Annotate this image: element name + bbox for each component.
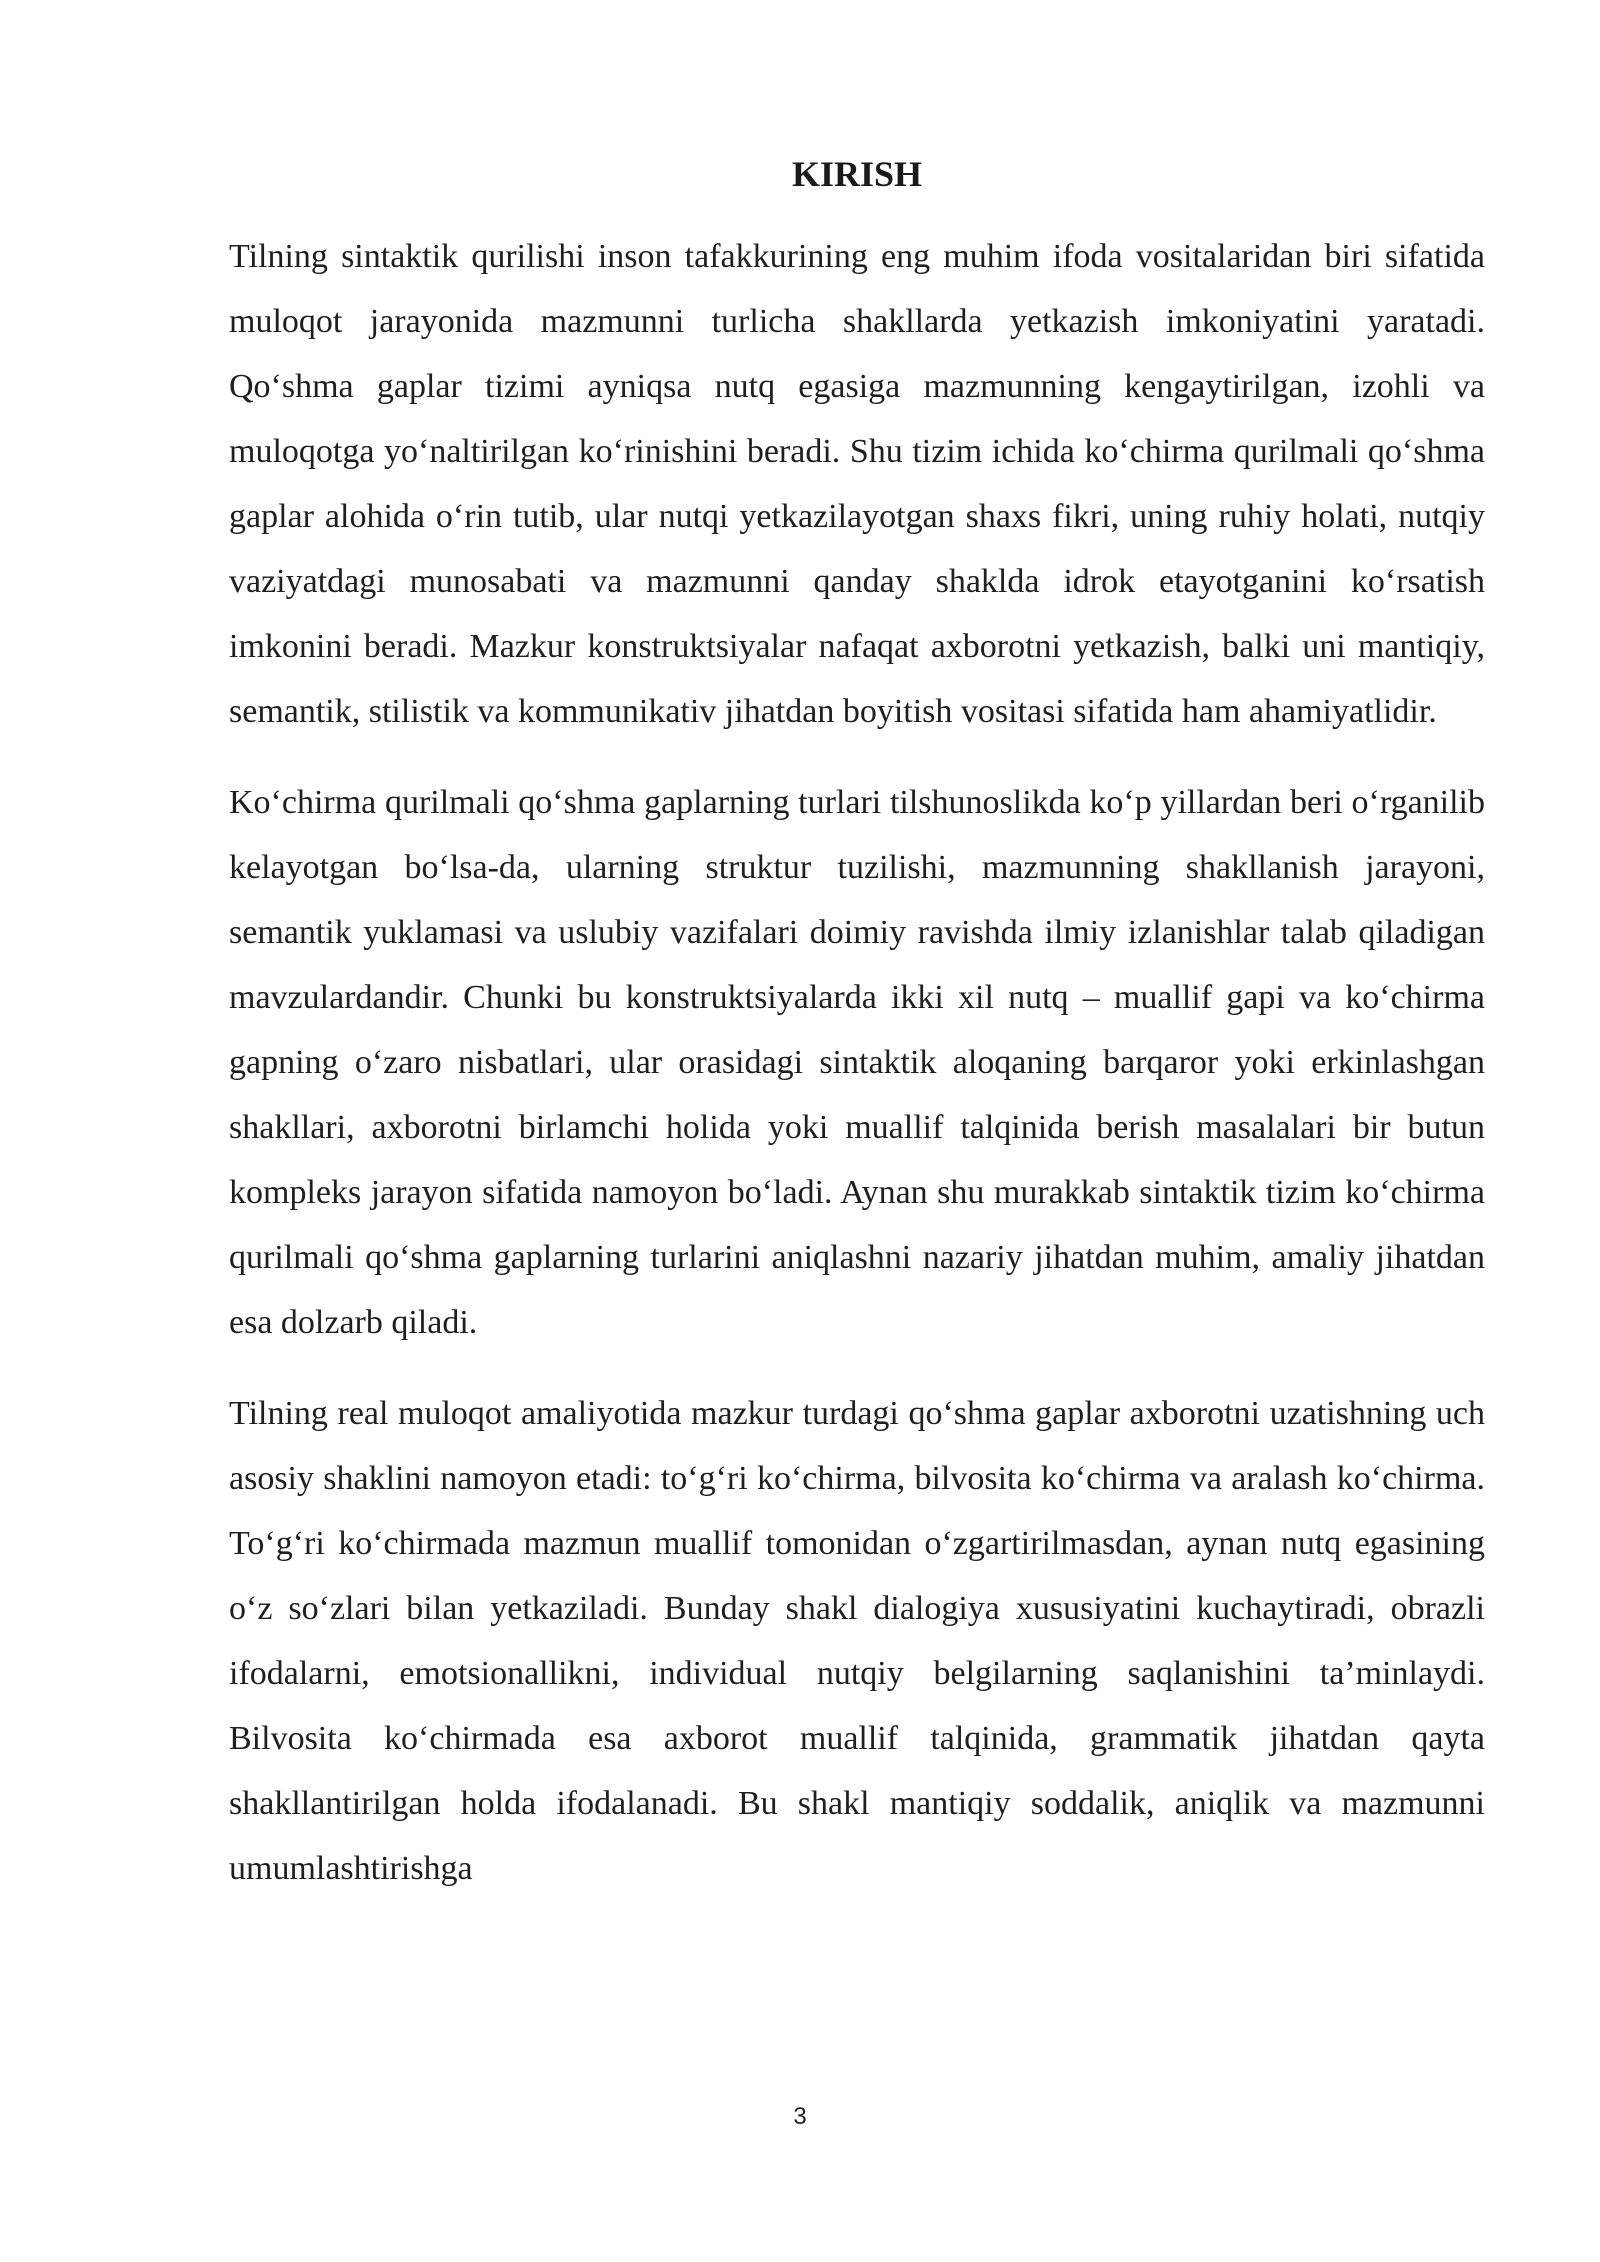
page-content <box>229 148 1485 1927</box>
paragraph-1: Tilning sintaktik qurilishi inson tafakkurining eng muhim ifoda vositalaridan biri sifatida muloqot jarayonida mazmunni turlicha shakllarda yetkazish imkoniyatini yaratadi. Qo‘shma gaplar tizimi ayniqsa nutq egasiga mazmunning kengaytirilgan, izohli va muloqotga yo‘naltirilgan ko‘rinishini beradi. Shu tizim ichida ko‘chirma qurilmali qo‘shma gaplar alohida o‘rin tutib, ular nutqi yetkazilayotgan shaxs fikri, uning ruhiy holati, nutqiy vaziyatdagi munosabati va mazmunni qanday shaklda idrok etayotganini ko‘rsatish imkonini beradi. Mazkur konstruktsiyalar nafaqat axborotni yetkazish, balki uni mantiqiy, semantik, stilistik va kommunikativ jihatdan boyitish vositasi sifatida ham ahamiyatlidir. <box>229 238 1485 730</box>
page-number: 3 <box>793 2103 807 2130</box>
section-heading: KIRISH <box>791 154 923 194</box>
paragraph-3: Tilning real muloqot amaliyotida mazkur turdagi qo‘shma gaplar axborotni uzatishning uch asosiy shaklini namoyon etadi: to‘g‘ri ko‘chirma, bilvosita ko‘chirma va aralash ko‘chirma. To‘g‘ri ko‘chirmada mazmun muallif tomonidan o‘zgartirilmasdan, aynan nutq egasining o‘z so‘zlari bilan yetkaziladi. Bunday shakl dialogiya xususiyatini kuchaytiradi, obrazli ifodalarni, emotsionallikni, individual nutqiy belgilarning saqlanishini ta’minlaydi. Bilvosita ko‘chirmada esa axborot muallif talqinida, grammatik jihatdan qayta shakllantirilgan holda ifodalanadi. Bu shakl mantiqiy soddalik, aniqlik va mazmunni umumlashtirishga <box>229 1395 1485 1887</box>
paragraph-2: Ko‘chirma qurilmali qo‘shma gaplarning turlari tilshunoslikda ko‘p yillardan beri o‘rganilib kelayotgan bo‘lsa-da, ularning struktur tuzilishi, mazmunning shakllanish jarayoni, semantik yuklamasi va uslubiy vazifalari doimiy ravishda ilmiy izlanishlar talab qiladigan mavzulardandir. Chunki bu konstruktsiyalarda ikki xil nutq – muallif gapi va ko‘chirma gapning o‘zaro nisbatlari, ular orasidagi sintaktik aloqaning barqaror yoki erkinlashgan shakllari, axborotni birlamchi holida yoki muallif talqinida berish masalalari bir butun kompleks jarayon sifatida namoyon bo‘ladi. Aynan shu murakkab sintaktik tizim ko‘chirma qurilmali qo‘shma gaplarning turlarini aniqlashni nazariy jihatdan muhim, amaliy jihatdan esa dolzarb qiladi. <box>229 784 1485 1341</box>
